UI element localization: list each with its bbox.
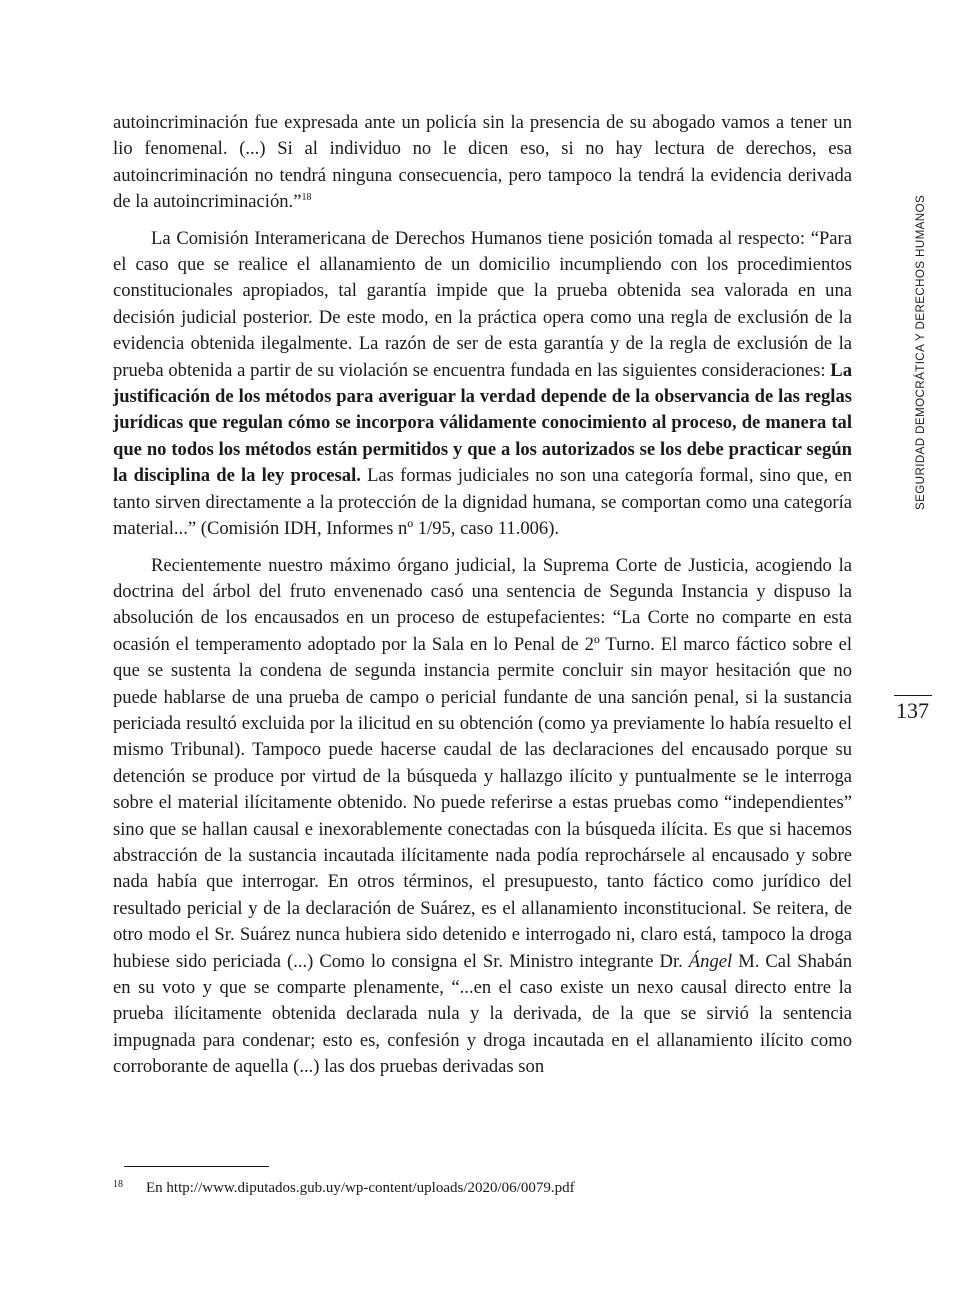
page-number: 137 [896, 698, 929, 723]
paragraph-2-text-end: Las formas judiciales no son una categoría formal, sino que, en tanto sirven directamente a la protección de la dignidad humana, se comportan como una categoría material...” (Comisión IDH, Informes nº 1/95, caso 11.006). [113, 465, 853, 540]
footnote [113, 1175, 575, 1198]
paragraph-2-bold-text: La justificación de los métodos para averiguar la verdad depende de la observancia de las reglas jurídicas que regulan cómo se incorpora válidamente conocimiento al proceso, de manera tal que no todos los métodos están permitidos y que a los autorizados se los debe practicar según la disciplina de la ley procesal. [113, 359, 852, 487]
paragraph-3-text-end: M. Cal Shabán en su voto y que se comparte plenamente, “...en el caso existe un nexo causal directo entre la prueba ilícitamente obtenida declarada nula y la derivada, de la que se sirvió la sentencia impugnada para condenar; esto es, confesión y droga incautada en el allanamiento ilícito como corroborante de aquella (...) las dos pruebas derivadas son [113, 950, 852, 1078]
running-head: SEGURIDAD DEMOCRÁTICA Y DERECHOS HUMANOS [914, 194, 927, 510]
body-text [113, 110, 852, 1091]
paragraph-1 [113, 110, 852, 216]
paragraph-3-italic-text: Ángel [688, 950, 733, 972]
paragraph-3-text-start: Recientemente nuestro máximo órgano judicial, la Suprema Corte de Justicia, acogiendo la doctrina del árbol del fruto envenenado casó una sentencia de Segunda Instancia y dispuso la absolución de los encausados en un proceso de estupefacientes: “La Corte no comparte en esta ocasión el temperamento adoptado por la Sala en lo Penal de 2º Turno. El marco fáctico sobre el que se sustenta la condena de segunda instancia permite concluir sin mayor hesitación que no puede hablarse de una prueba de campo o pericial fundante de una sanción penal, si la sustancia periciada resultó excluida por la ilicitud en su obtención (como ya previamente lo había resuelto el mismo Tribunal). Tampoco puede hacerse caudal de las declaraciones del encausado porque su detención se produce por virtud de la búsqueda y hallazgo ilícito y puntualmente se le interroga sobre el material ilícitamente obtenido. No puede referirse a estas pruebas como “independientes” sino que se hallan causal e inexorablemente conectadas con la búsqueda ilícita. Es que si hacemos abstracción de la sustancia incautada ilícitamente nada podía reprochársele al encausado y sobre nada había que interrogar. En otros términos, el presupuesto, tanto fáctico como jurídico del resultado pericial y de la declaración de Suárez, es el allanamiento inconstitucional. Se reitera, de otro modo el Sr. Suárez nunca hubiera sido detenido e interrogado ni, claro está, tampoco la droga hubiese sido periciada (...) Como lo consigna el Sr. Ministro integrante Dr. [113, 554, 852, 972]
paragraph-2 [113, 226, 852, 543]
footnote-reference: 18 [301, 192, 312, 204]
page-number-rule [894, 695, 932, 696]
paragraph-3 [113, 553, 852, 1081]
paragraph-2-text-start: La Comisión Interamericana de Derechos Humanos tiene posición tomada al respecto: “Para el caso que se realice el allanamiento de un domicilio incumpliendo con los procedimientos constitucionales apropiados, tal garantía impide que la prueba obtenida sea valorada en una decisión judicial posterior. De este modo, en la práctica opera como una regla de exclusión de la evidencia obtenida ilegalmente. La razón de ser de esta garantía y de la regla de exclusión de la prueba obtenida a partir de su violación se encuentra fundada en las siguientes consideraciones: [113, 227, 852, 381]
footnote-number: 18 [113, 1179, 123, 1190]
paragraph-1-text: autoincriminación fue expresada ante un policía sin la presencia de su abogado vamos a tener un lio fenomenal. (...) Si al individuo no le dicen eso, si no hay lectura de derechos, esa autoincriminación no tendrá ninguna consecuencia, pero tampoco la tendrá la evidencia derivada de la autoincriminación.” [113, 112, 852, 213]
footnote-rule [124, 1166, 269, 1167]
footnote-text: En http://www.diputados.gub.uy/wp-content/uploads/2020/06/0079.pdf [146, 1180, 575, 1196]
